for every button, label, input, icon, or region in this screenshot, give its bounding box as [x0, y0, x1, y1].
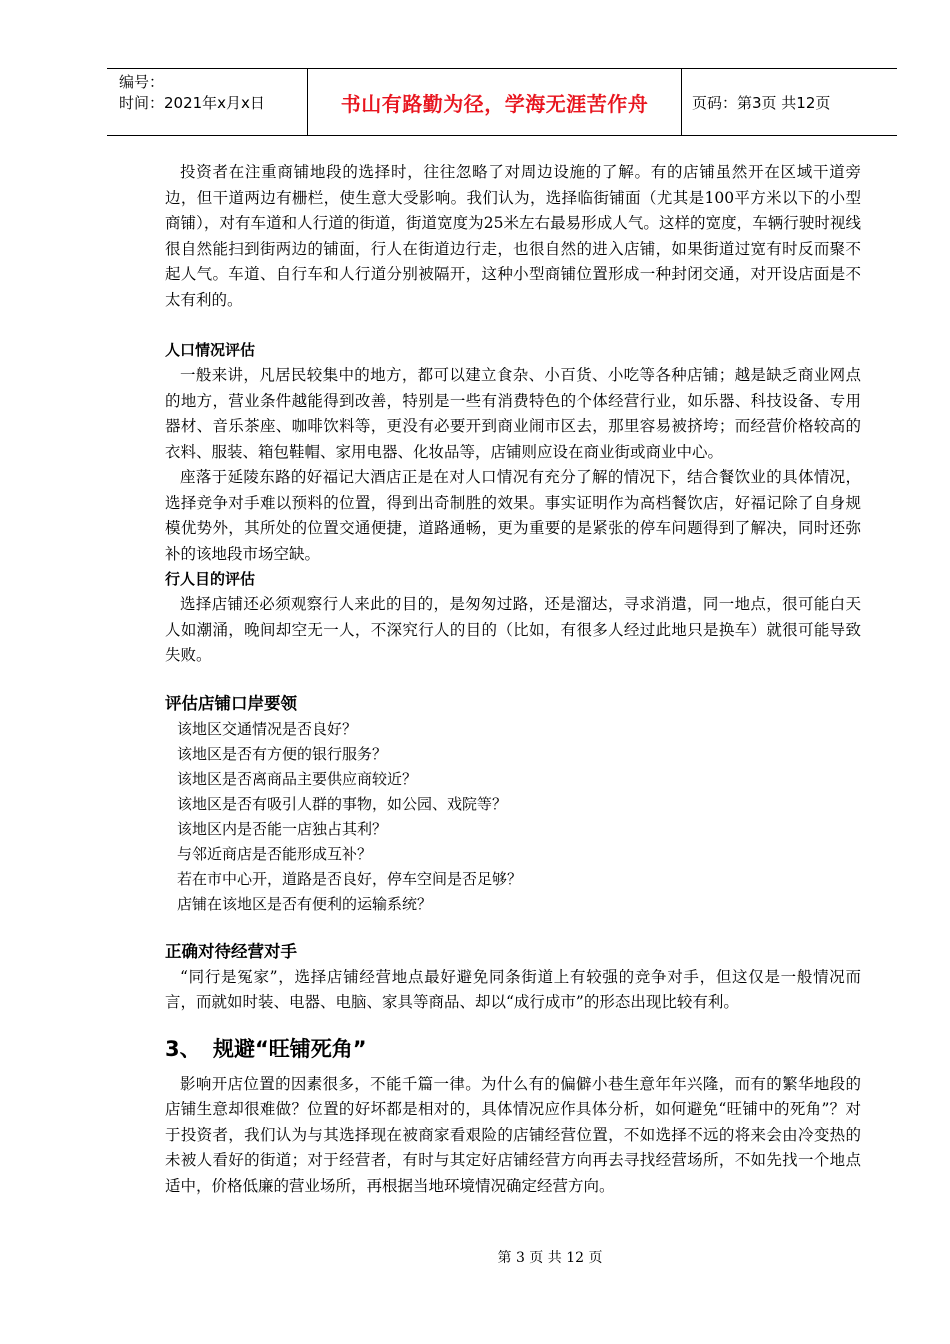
section-3-title: 规避“旺铺死角” [213, 1036, 367, 1061]
list-item: 若在市中心开，道路是否良好，停车空间是否足够？ [177, 869, 523, 888]
list-item: 该地区内是否能一店独占其利？ [177, 819, 388, 838]
page-header [107, 68, 897, 136]
serial-label: 编号： [119, 73, 165, 91]
checklist [165, 717, 861, 917]
header-meta [107, 69, 308, 135]
population-heading: 人口情况评估 [165, 341, 256, 359]
header-motto: 书山有路勤为径，学海无涯苦作舟 [308, 69, 682, 135]
list-item: 该地区是否有吸引人群的事物，如公园、戏院等？ [177, 794, 508, 813]
list-item: 店铺在该地区是否有便利的运输系统？ [177, 894, 433, 913]
list-item: 与邻近商店是否能形成互补？ [177, 844, 373, 863]
header-page-info: 页码：第3页 共12页 [692, 93, 831, 112]
document-body [165, 160, 861, 1199]
population-paragraph-2: 座落于延陵东路的好福记大酒店正是在对人口情况有充分了解的情况下，结合餐饮业的具体情况，选择竞争对手难以预料的位置，得到出奇制胜的效果。事实证明作为高档餐饮店，好福记除了自身规模优势外，其所处的位置交通便捷，道路通畅，更为重要的是紧张的停车问题得到了解决，同时还弥补的该地段市场空缺。 [165, 468, 861, 563]
list-item: 该地区是否有方便的银行服务？ [177, 744, 388, 763]
section-3-number: 3、 [165, 1036, 201, 1061]
page-footer: 第 3 页 共 12 页 [497, 1250, 603, 1266]
section-3-paragraph: 影响开店位置的因素很多，不能千篇一律。为什么有的偏僻小巷生意年年兴隆，而有的繁华地段的店铺生意却很难做？位置的好坏都是相对的，具体情况应作具体分析，如何避免“旺铺中的死角”？对于投资者，我们认为与其选择现在被商家看艰险的店铺经营位置，不如选择不远的将来会由冷变热的未被人看好的街道；对于经营者，有时与其定好店铺经营方向再去寻找经营场所，不如先找一个地点适中，价格低廉的营业场所，再根据当地环境情况确定经营方向。 [165, 1074, 861, 1195]
list-item: 该地区是否离商品主要供应商较近？ [177, 769, 418, 788]
list-item: 该地区交通情况是否良好？ [177, 719, 358, 738]
pedestrian-paragraph: 选择店铺还必须观察行人来此的目的，是匆匆过路，还是溜达，寻求消遣，同一地点，很可能白天人如潮涌，晚间却空无一人，不深究行人的目的（比如，有很多人经过此地只是换车）就很可能导致失败。 [165, 595, 861, 664]
competitor-paragraph: “同行是冤家”，选择店铺经营地点最好避免同条街道上有较强的竞争对手，但这仅是一般情况而言，而就如时装、电器、电脑、家具等商品、却以“成行成市”的形态出现比较有利。 [165, 967, 861, 1011]
pedestrian-heading: 行人目的评估 [165, 570, 256, 588]
competitor-heading: 正确对待经营对手 [165, 941, 297, 961]
date-label: 时间：2021年x月x日 [119, 94, 265, 112]
checklist-heading: 评估店铺口岸要领 [165, 693, 297, 713]
population-paragraph-1: 一般来讲，凡居民较集中的地方，都可以建立食杂、小百货、小吃等各种店铺；越是缺乏商业网点的地方，营业条件越能得到改善，特别是一些有消费特色的个体经营行业，如乐器、科技设备、专用器材、音乐茶座、咖啡饮料等，更没有必要开到商业闹市区去，那里容易被挤垮；而经营价格较高的衣料、服装、箱包鞋帽、家用电器、化妆品等，店铺则应设在商业街或商业中心。 [165, 366, 861, 461]
section-3-heading [165, 1034, 861, 1064]
intro-paragraph: 投资者在注重商铺地段的选择时，往往忽略了对周边设施的了解。有的店铺虽然开在区域干道旁边，但干道两边有栅栏，使生意大受影响。我们认为，选择临街铺面（尤其是100平方米以下的小型商铺），对有车道和人行道的街道，街道宽度为25米左右最易形成人气。这样的宽度，车辆行驶时视线很自然能扫到街两边的铺面，行人在街道边行走，也很自然的进入店铺，如果街道过宽有时反而聚不起人气。车道、自行车和人行道分别被隔开，这种小型商铺位置形成一种封闭交通，对开设店面是不太有利的。 [165, 163, 861, 309]
